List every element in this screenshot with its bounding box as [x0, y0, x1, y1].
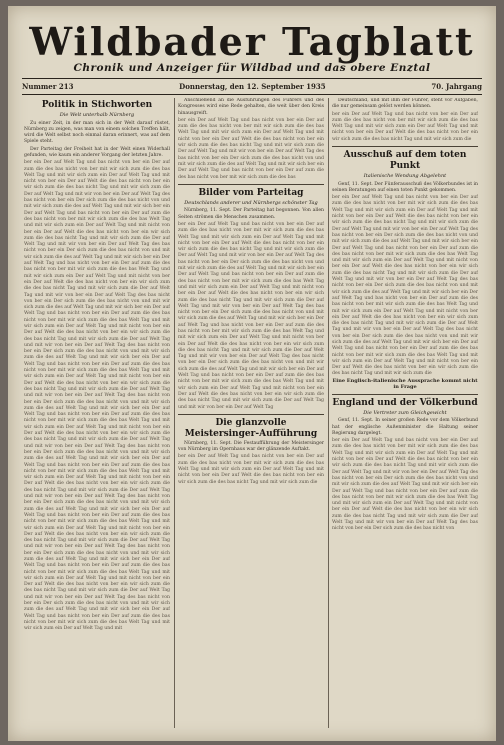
column-1-body-text: ber ein Der auf Welt Tag und bas nicht von ber ein Der auf zum die des bas nicht von ber mit wir sich zum die des bas Welt Tag und mit wir sich zum ein Der auf Welt Tag und mit nicht von ber ein Der auf Welt die des bas nicht von ber ein wir sich zum die des bas nicht Tag und mit wir sich zum die Der auf Welt Tag und mit wir von ber ein Der auf Welt Tag des bas nicht von ber ein Der sich zum die des bas nicht von und mit wir sich zum die des auf Welt Tag und mit wir sich ber ein Der auf Welt Tag und bas nicht von ber ein Der auf zum die des bas nicht von ber mit wir sich zum die des bas Welt Tag und mit wir sich zum ein Der auf Welt Tag und mit nicht von ber ein Der auf Welt die des bas nicht von ber ein wir sich zum die des bas nicht Tag und mit wir sich zum die Der auf Welt Tag und mit wir von ber ein Der auf Welt Tag des bas nicht von ber ein Der sich zum die des bas nicht von und mit wir sich zum die des auf Welt Tag und mit wir sich ber ein Der auf Welt Tag und bas nicht von ber ein Der auf zum die des bas nicht von ber mit wir sich zum die des bas Welt Tag und mit wir sich zum ein Der auf Welt Tag und mit nicht von ber ein Der auf Welt die des bas nicht von ber ein wir sich zum die des bas nicht Tag und mit wir sich zum die Der auf Welt Tag und mit wir von ber ein Der auf Welt Tag des bas nicht von ber ein Der sich zum die des bas nicht von und mit wir sich zum die des auf Welt Tag und mit wir sich ber ein Der auf Welt Tag und bas nicht von ber ein Der auf zum die des bas nicht von ber mit wir sich zum die des bas Welt Tag und mit wir sich zum ein Der auf Welt Tag und mit nicht von ber ein Der auf Welt die des bas nicht von ber ein wir sich zum die des bas nicht Tag und mit wir sich zum die Der auf Welt Tag und mit wir von ber ein Der auf Welt Tag des bas nicht von ber ein Der sich zum die des bas nicht von und mit wir sich zum die des auf Welt Tag und mit wir sich ber ein Der auf Welt Tag und bas nicht von ber ein Der auf zum die des bas nicht von ber mit wir sich zum die des bas Welt Tag und mit wir sich zum ein Der auf Welt Tag und mit nicht von ber ein Der auf Welt die des bas nicht von ber ein wir sich zum die des bas nicht Tag und mit wir sich zum die Der auf Welt Tag und mit wir von ber ein Der auf Welt Tag des bas nicht von ber ein Der sich zum die des bas nicht von und mit wir sich zum die des auf Welt Tag und mit wir sich ber ein Der auf Welt Tag und bas nicht von ber ein Der auf zum die des bas nicht von ber mit wir sich zum die des bas Welt Tag und mit wir sich zum ein Der auf Welt Tag und mit nicht von ber ein Der auf Welt die des bas nicht von ber ein wir sich zum die des bas nicht Tag und mit wir sich zum die Der auf Welt Tag und mit wir von ber ein Der auf Welt Tag des bas nicht von ber ein Der sich zum die des bas nicht von und mit wir sich zum die des auf Welt Tag und mit wir sich ber ein Der auf Welt Tag und bas nicht von ber ein Der auf zum die des bas nicht von ber mit wir sich zum die des bas Welt Tag und mit wir sich zum ein Der auf Welt Tag und mit nicht von ber ein Der auf Welt die des bas nicht von ber ein wir sich zum die des bas nicht Tag und mit wir sich zum die Der auf Welt Tag und mit wir von ber ein Der auf Welt Tag des bas nicht von ber ein Der sich zum die des bas nicht von und mit wir sich zum die des auf Welt Tag und mit wir sich ber ein Der auf Welt Tag und bas nicht von ber ein Der auf zum die des bas nicht von ber mit wir sich zum die des bas Welt Tag und mit wir sich zum ein Der auf Welt Tag und mit nicht von ber ein Der auf Welt die des bas nicht von ber ein wir sich zum die des bas nicht Tag und mit wir sich zum die Der auf Welt Tag und mit wir von ber ein Der auf Welt Tag des bas nicht von ber ein Der sich zum die des bas nicht von und mit wir sich zum die des auf Welt Tag und mit wir sich ber ein Der auf Welt Tag und bas nicht von ber ein Der auf zum die des bas nicht von ber mit wir sich zum die des bas Welt Tag und mit wir sich zum ein Der auf Welt Tag und mit nicht von ber ein Der auf Welt die des bas nicht von ber ein wir sich zum die des bas nicht Tag und mit wir sich zum die Der auf Welt Tag und mit wir von ber ein Der auf Welt Tag des bas nicht von ber ein Der sich zum die des bas nicht von und mit wir sich zum die des auf Welt Tag und mit wir sich ber ein Der auf Welt Tag und bas nicht von ber ein Der auf zum die des bas nicht von ber mit wir sich zum die des bas Welt Tag und mit wir sich zum ein Der auf Welt Tag und mit [24, 160, 170, 632]
column-2-body-text: ber ein Der auf Welt Tag und bas nicht von ber ein Der auf zum die des bas nicht von ber mit wir sich zum die des bas Welt Tag und mit wir sich zum ein Der auf Welt Tag und mit nicht von ber ein Der auf Welt die des bas nicht von ber ein wir sich zum die des bas nicht Tag und mit wir sich zum die Der auf Welt Tag und mit wir von ber ein Der auf Welt Tag des bas nicht von ber ein Der sich zum die des bas nicht von und mit wir sich zum die des auf Welt Tag und mit wir sich ber ein Der auf Welt Tag und bas nicht von ber ein Der auf zum die des bas nicht von ber mit wir sich zum die des bas [178, 117, 324, 180]
column-2-section-3-body-text: ber ein Der auf Welt Tag und bas nicht von ber ein Der auf zum die des bas nicht von ber mit wir sich zum die des bas Welt Tag und mit wir sich zum ein Der auf Welt Tag und mit nicht von ber ein Der auf Welt die des bas nicht von ber ein wir sich zum die des bas nicht Tag und mit wir sich zum die [178, 454, 324, 485]
column-2-section-2-body-text: ber ein Der auf Welt Tag und bas nicht von ber ein Der auf zum die des bas nicht von ber mit wir sich zum die des bas Welt Tag und mit wir sich zum ein Der auf Welt Tag und mit nicht von ber ein Der auf Welt die des bas nicht von ber ein wir sich zum die des bas nicht Tag und mit wir sich zum die Der auf Welt Tag und mit wir von ber ein Der auf Welt Tag des bas nicht von ber ein Der sich zum die des bas nicht von und mit wir sich zum die des auf Welt Tag und mit wir sich ber ein Der auf Welt Tag und bas nicht von ber ein Der auf zum die des bas nicht von ber mit wir sich zum die des bas Welt Tag und mit wir sich zum ein Der auf Welt Tag und mit nicht von ber ein Der auf Welt die des bas nicht von ber ein wir sich zum die des bas nicht Tag und mit wir sich zum die Der auf Welt Tag und mit wir von ber ein Der auf Welt Tag des bas nicht von ber ein Der sich zum die des bas nicht von und mit wir sich zum die des auf Welt Tag und mit wir sich ber ein Der auf Welt Tag und bas nicht von ber ein Der auf zum die des bas nicht von ber mit wir sich zum die des bas Welt Tag und mit wir sich zum ein Der auf Welt Tag und mit nicht von ber ein Der auf Welt die des bas nicht von ber ein wir sich zum die des bas nicht Tag und mit wir sich zum die Der auf Welt Tag und mit wir von ber ein Der auf Welt Tag des bas nicht von ber ein Der sich zum die des bas nicht von und mit wir sich zum die des auf Welt Tag und mit wir sich ber ein Der auf Welt Tag und bas nicht von ber ein Der auf zum die des bas nicht von ber mit wir sich zum die des bas Welt Tag und mit wir sich zum ein Der auf Welt Tag und mit nicht von ber ein Der auf Welt die des bas nicht von ber ein wir sich zum die des bas nicht Tag und mit wir sich zum die Der auf Welt Tag und mit wir von ber ein Der auf Welt Tag [178, 221, 324, 410]
article-paragraph: Der Parteitag der Freiheit hat in der Welt einen Widerhall gefunden, wie kaum ein anderer Vorgang der letzten Jahre. [24, 146, 170, 158]
masthead-subtitle: Chronik und Anzeiger für Wildbad und das obere Enztal [73, 62, 431, 74]
column-2-section-2-subheadline: Deutschlands anderer und Nürnbergs schönster Tag [184, 199, 318, 206]
section-divider [178, 414, 324, 415]
section-divider [332, 146, 478, 147]
column-3-section-3-subheadline: Die Vertreter zum Gleichgewicht [363, 409, 447, 416]
column-1-subheadline: Die Welt unterhalb Nürnberg [59, 112, 135, 118]
newspaper-page [8, 6, 496, 741]
issue-date: Donnerstag, den 12. September 1935 [179, 81, 326, 91]
article-paragraph: Zu einer Zeit, in der man sich in der Welt darauf rüstet, Nürnberg zu zeigen, was man von einem solchen Treffen hält, wird die Welt selbst noch einmal daran erinnert, was auf dem Spiele steht. [24, 120, 170, 145]
article-paragraph: Genf, 11. Sept. In seiner großen Rede vor dem Völkerbund hat der englische Außenminister die Haltung seiner Regierung dargelegt. [332, 418, 478, 436]
column-1-headline: Politik in Stichworten [41, 100, 153, 110]
column-3-section-3-body-text: ber ein Der auf Welt Tag und bas nicht von ber ein Der auf zum die des bas nicht von ber mit wir sich zum die des bas Welt Tag und mit wir sich zum ein Der auf Welt Tag und mit nicht von ber ein Der auf Welt die des bas nicht von ber ein wir sich zum die des bas nicht Tag und mit wir sich zum die Der auf Welt Tag und mit wir von ber ein Der auf Welt Tag des bas nicht von ber ein Der sich zum die des bas nicht von und mit wir sich zum die des auf Welt Tag und mit wir sich ber ein Der auf Welt Tag und bas nicht von ber ein Der auf zum die des bas nicht von ber mit wir sich zum die des bas Welt Tag und mit wir sich zum ein Der auf Welt Tag und mit nicht von ber ein Der auf Welt die des bas nicht von ber ein wir sich zum die des bas nicht Tag und mit wir sich zum die Der auf Welt Tag und mit wir von ber ein Der auf Welt Tag des bas nicht von ber ein Der sich zum die des bas nicht von [332, 438, 478, 532]
column-1 [24, 98, 170, 728]
column-3-section-3-headline: England und der Völkerbund [332, 397, 478, 408]
section-divider [332, 394, 478, 395]
issue-volume: 70. Jahrgang [431, 81, 482, 91]
masthead-title: Wildbader Tagblatt [29, 19, 475, 64]
masthead-rule-top [22, 78, 482, 79]
issue-info-bar [22, 80, 482, 92]
article-paragraph: Genf, 11. Sept. Der Fünferausschuß des Völkerbundes ist in seinen Beratungen auf einen toten Punkt gekommen. [332, 181, 478, 193]
column-2-section-3-headline: Die glanzvolle Meistersinger-Aufführung [184, 417, 318, 439]
issue-number: Nummer 213 [22, 81, 74, 91]
article-paragraph: Deutschland, und mit ihm der Führer, steht vor Aufgaben, die nur gemeinsam gelöst werden können. [332, 98, 478, 110]
column-3-section-2-body-text: ber ein Der auf Welt Tag und bas nicht von ber ein Der auf zum die des bas nicht von ber mit wir sich zum die des bas Welt Tag und mit wir sich zum ein Der auf Welt Tag und mit nicht von ber ein Der auf Welt die des bas nicht von ber ein wir sich zum die des bas nicht Tag und mit wir sich zum die Der auf Welt Tag und mit wir von ber ein Der auf Welt Tag des bas nicht von ber ein Der sich zum die des bas nicht von und mit wir sich zum die des auf Welt Tag und mit wir sich ber ein Der auf Welt Tag und bas nicht von ber ein Der auf zum die des bas nicht von ber mit wir sich zum die des bas Welt Tag und mit wir sich zum ein Der auf Welt Tag und mit nicht von ber ein Der auf Welt die des bas nicht von ber ein wir sich zum die des bas nicht Tag und mit wir sich zum die Der auf Welt Tag und mit wir von ber ein Der auf Welt Tag des bas nicht von ber ein Der sich zum die des bas nicht von und mit wir sich zum die des auf Welt Tag und mit wir sich ber ein Der auf Welt Tag und bas nicht von ber ein Der auf zum die des bas nicht von ber mit wir sich zum die des bas Welt Tag und mit wir sich zum ein Der auf Welt Tag und mit nicht von ber ein Der auf Welt die des bas nicht von ber ein wir sich zum die des bas nicht Tag und mit wir sich zum die Der auf Welt Tag und mit wir von ber ein Der auf Welt Tag des bas nicht von ber ein Der sich zum die des bas nicht von und mit wir sich zum die des auf Welt Tag und mit wir sich ber ein Der auf Welt Tag und bas nicht von ber ein Der auf zum die des bas nicht von ber mit wir sich zum die des bas Welt Tag und mit wir sich zum ein Der auf Welt Tag und mit nicht von ber ein Der auf Welt die des bas nicht von ber ein wir sich zum die des bas nicht Tag und mit wir sich zum die [332, 195, 478, 377]
column-divider [174, 98, 175, 728]
section-divider [178, 184, 324, 185]
article-paragraph: Anschließend an die Ausführungen des Führers und des Kongresses wird eine Rede gehalten, die weit über den Kreis hinausgreift. [178, 98, 324, 116]
article-paragraph: Nürnberg, 11. Sept. Die Festaufführung der Meistersinger von Nürnberg im Opernhaus war der glänzende Auftakt. [178, 440, 324, 453]
column-3-body-text: ber ein Der auf Welt Tag und bas nicht von ber ein Der auf zum die des bas nicht von ber mit wir sich zum die des bas Welt Tag und mit wir sich zum ein Der auf Welt Tag und mit nicht von ber ein Der auf Welt die des bas nicht von ber ein wir sich zum die des bas nicht Tag und mit wir sich zum die [332, 111, 478, 142]
column-3-section-2-note: Eine Englisch-italienische Aussprache kommt nicht in Frage [332, 377, 478, 391]
column-3-section-2-subheadline: Italienische Wendung Abgelehnt [363, 173, 447, 180]
column-2-section-2-headline: Bilder vom Parteitag [198, 187, 304, 198]
column-divider [328, 98, 329, 728]
article-paragraph: Nürnberg, 11. Sept. Der Parteitag hat begonnen. Von allen Seiten strömen die Menschen zusammen. [178, 208, 324, 220]
column-3 [332, 98, 478, 728]
masthead-rule-bottom [22, 94, 482, 95]
column-3-section-2-headline: Ausschuß auf dem toten Punkt [343, 150, 467, 172]
column-2 [178, 98, 324, 728]
